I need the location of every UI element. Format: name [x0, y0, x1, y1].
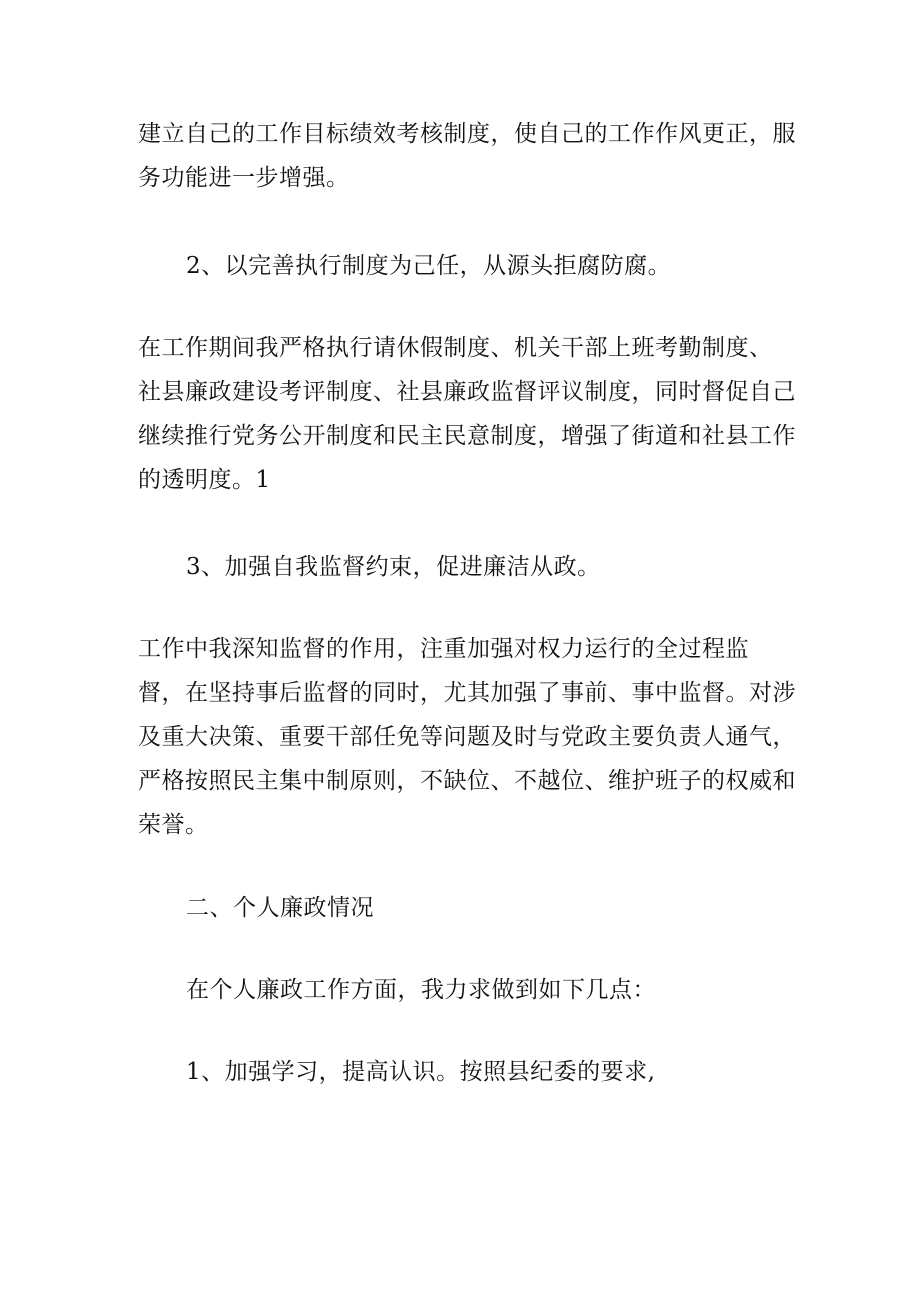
text-line: 在个人廉政工作方面，我力求做到如下几点： [186, 977, 656, 1003]
paragraph-system-execution [138, 326, 798, 502]
paragraph-personal-intro [138, 968, 846, 1012]
text-line: 2、以完善执行制度为己任，从源头拒腐防腐。 [186, 253, 672, 279]
text-line: 社县廉政建设考评制度、社县廉政监督评议制度，同时督促自己 [138, 379, 796, 405]
text-line: 荣誉。 [138, 812, 209, 838]
text-line: 3、加强自我监督约束，促进廉洁从政。 [186, 554, 601, 580]
text-line: 督，在坚持事后监督的同时，尤其加强了事前、事中监督。对涉 [138, 680, 796, 706]
text-line: 继续推行党务公开制度和民主民意制度，增强了街道和社县工作 [138, 423, 796, 449]
text-line: 的透明度。1 [138, 467, 271, 493]
text-line: 1、加强学习，提高认识。按照县纪委的要求, [186, 1059, 656, 1085]
section-heading-personal-integrity [138, 886, 846, 930]
text-line: 二、个人廉政情况 [186, 895, 374, 921]
text-line: 务功能进一步增强。 [138, 165, 350, 191]
section-heading-3-supervision [138, 545, 846, 589]
section-heading-2-system [138, 244, 846, 288]
paragraph-supervision-role [138, 627, 798, 847]
text-line: 建立自己的工作目标绩效考核制度，使自己的工作作风更正，服 [138, 121, 796, 147]
text-line: 及重大决策、重要干部任免等问题及时与党政主要负责人通气， [138, 724, 796, 750]
text-line: 工作中我深知监督的作用，注重加强对权力运行的全过程监 [138, 636, 749, 662]
paragraph-study-item [138, 1050, 846, 1094]
text-line: 严格按照民主集中制原则，不缺位、不越位、维护班子的权威和 [138, 768, 796, 794]
paragraph-goal-assessment [138, 112, 798, 200]
text-line: 在工作期间我严格执行请休假制度、机关干部上班考勤制度、 [138, 335, 773, 361]
